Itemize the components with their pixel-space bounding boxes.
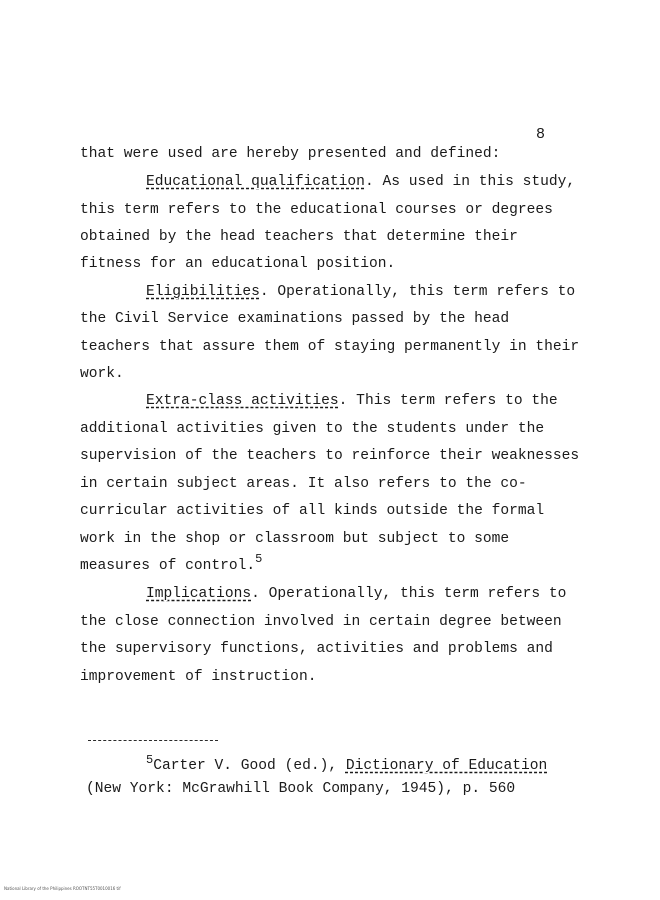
body-line <box>80 421 544 437</box>
body-text: additional activities given to the students under the <box>80 421 545 437</box>
body-text: the Civil Service examinations passed by the head <box>80 311 510 327</box>
footnote-marker: 5 <box>146 753 154 767</box>
body-text: . Operationally, this term refers to <box>251 586 567 602</box>
body-text: improvement of instruction. <box>80 669 317 685</box>
body-line <box>80 669 316 685</box>
body-text: that were used are hereby presented and defined: <box>80 146 501 162</box>
body-line <box>80 256 395 272</box>
body-line <box>80 311 509 327</box>
body-text: teachers that assure them of staying permanently in their <box>80 339 580 355</box>
body-text: work in the shop or classroom but subject to some <box>80 531 510 547</box>
body-line <box>80 476 527 492</box>
body-text: curricular activities of all kinds outside the formal <box>80 503 545 519</box>
footnote-line-1 <box>146 753 548 774</box>
defined-term: Eligibilities <box>146 284 260 300</box>
body-line <box>80 339 579 355</box>
defined-term: Educational qualification <box>146 174 365 190</box>
body-line <box>80 531 509 547</box>
body-line <box>80 229 518 245</box>
footnote-reference: 5 <box>255 552 263 566</box>
defined-term: Extra-class activities <box>146 393 339 409</box>
body-text: the close connection involved in certain degree between <box>80 614 562 630</box>
footnote-line-2 <box>86 781 515 797</box>
body-text: . Operationally, this term refers to <box>259 284 576 300</box>
body-text: . This term refers to the <box>338 393 558 409</box>
body-text: . As used in this study, <box>364 174 576 190</box>
body-line <box>80 614 562 630</box>
body-text: fitness for an educational position. <box>80 256 396 272</box>
body-line <box>80 503 544 519</box>
archive-stamp: National Library of the Philippines ROOTNT55T0010016 tif <box>4 886 121 891</box>
body-text: obtained by the head teachers that determine their <box>80 229 518 245</box>
footnote-separator <box>88 740 218 741</box>
body-line <box>80 202 553 218</box>
defined-term: Implications <box>146 586 252 602</box>
body-text: in certain subject areas. It also refers to the co- <box>80 476 527 492</box>
body-line <box>80 448 579 464</box>
body-line <box>80 146 500 162</box>
body-line <box>80 366 124 382</box>
body-text: measures of control. <box>80 558 256 574</box>
footnote-author: Carter V. Good (ed.), <box>153 758 346 774</box>
definition-heading-extra-class-activities <box>146 393 558 409</box>
body-text: supervision of the teachers to reinforce their weaknesses <box>80 448 580 464</box>
page-number: 8 <box>536 126 546 143</box>
body-line <box>80 552 263 574</box>
footnote-citation: (New York: McGrawhill Book Company, 1945), p. 560 <box>86 781 516 797</box>
definition-heading-eligibilities <box>146 284 575 300</box>
body-line <box>80 641 553 657</box>
body-text: this term refers to the educational courses or degrees <box>80 202 553 218</box>
definition-heading-educational-qualification <box>146 174 575 190</box>
definition-heading-implications <box>146 586 566 602</box>
footnote-title: Dictionary of Education <box>345 758 548 774</box>
body-text: the supervisory functions, activities and problems and <box>80 641 553 657</box>
body-text: work. <box>80 366 124 382</box>
